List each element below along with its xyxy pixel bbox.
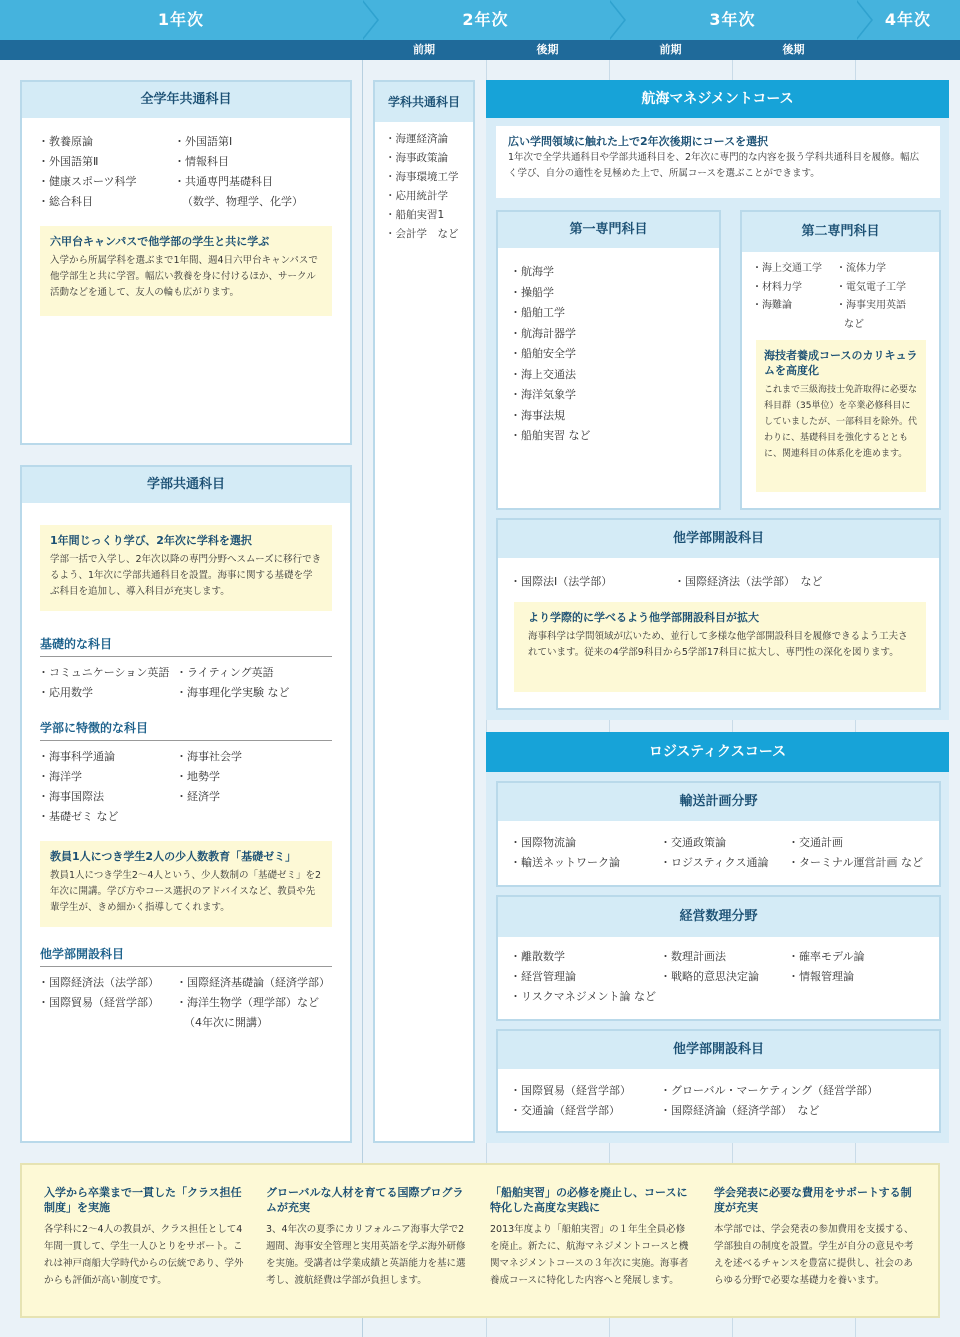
term-header [0,40,960,60]
list-item: ・ 海運経済論 [385,130,459,149]
year-4: 4年次 [884,10,932,29]
list-item: ・ 応用数学 [38,683,169,703]
box-title: 第二専門科目 [742,212,939,252]
list-item: ・ 操船学 [510,283,591,304]
note-body: 教員1人につき学生2〜4人という、少人数制の「基礎ゼミ」を2年次に開講。学び方やコース選択のアドバイスなど、教員や先輩学生が、きめ細かく指導してくれます。 [50,870,321,913]
list-item: ・ 船舶実習1 [385,206,459,225]
feature-column [714,1185,914,1289]
term-2-second: 後期 [536,43,559,56]
box-title: 経営数理分野 [498,897,939,937]
section-title: 他学部開設科目 [40,945,332,967]
list-item: ・ 離散数学 [510,947,656,967]
subject-list [174,132,303,212]
list-item: ・ 地勢学 [176,767,242,787]
list-item: ・ 海上交通法 [510,365,591,386]
list-item: ・ 海事社会学 [176,747,242,767]
list-item: ・ 国際貿易（経営学部） [510,1081,631,1101]
list-item: ・ 海洋生物学（理学部）など [176,993,330,1013]
feature-body: 3、4年次の夏季にカリフォルニア海事大学で2週間、海事安全管理と実用英語を学ぶ海外研修を実施。受講者は学業成績と英語能力を基に選考し、渡航経費は学部が負担します。 [266,1224,466,1286]
subject-list [752,260,822,316]
box-title: 学科共通科目 [375,82,473,122]
bottom-features [20,1163,940,1318]
list-item: ・ 国際貿易（経営学部） [38,993,159,1013]
subject-list [788,833,923,873]
subject-list [38,747,119,827]
intro-box [496,126,940,198]
subject-list [660,1081,878,1121]
list-item: ・ 国際法Ⅰ（法学部） [510,572,612,592]
list-item: ・ 国際経済法（法学部） [38,973,159,993]
feature-body: 各学科に2〜4人の教員が、クラス担任として4年間一貫して、学生一人ひとりをサポート。これは神戸商船大学時代からの伝統であり、学外からも評価が高い制度です。 [44,1224,244,1286]
note-box [40,226,332,316]
list-item: ・ リスクマネジメント論 など [510,987,656,1007]
note-title: 海技者養成コースのカリキュラムを高度化 [764,349,918,377]
note-box [40,841,332,927]
feature-body: 2013年度より「船舶実習」の１年生全員必修を廃止。新たに、航海マネジメントコースと機関マネジメントコースの３年次に実施。海事者養成コースに特化した内容へと発展します。 [490,1224,689,1286]
list-item: ・ 航海計器学 [510,324,591,345]
box-title: 他学部開設科目 [498,520,939,558]
note-title: 教員1人につき学生2人の少人数教育「基礎ゼミ」 [50,850,297,863]
note-body: 海事科学は学問領域が広いため、並行して多様な他学部開設科目を履修できるよう工夫されています。従来の4学部9科目から5学部17科目に拡大し、専門性の深化を図ります。 [528,631,908,658]
year-3: 3年次 [709,10,756,29]
logistics-other-faculty-box [496,1029,941,1133]
list-item: ・ ロジスティクス通論 [660,853,768,873]
list-item: ・ 船舶安全学 [510,344,591,365]
feature-title: 「船舶実習」の必修を廃止し、コースに特化した高度な実践に [490,1186,688,1214]
list-item: ・ 基礎ゼミ など [38,807,119,827]
note-body: 入学から所属学科を選ぶまで1年間、週4日六甲台キャンパスで他学部生と共に学習。幅広い教養を身に付けるほか、サークル活動などを通して、友人の輪も広がります。 [50,255,318,298]
section-title: 基礎的な科目 [40,635,332,657]
subject-list [660,947,759,987]
feature-column [44,1185,244,1289]
list-item: ・ 海難論 [752,297,822,316]
list-item: ・ 海事科学通論 [38,747,119,767]
list-item: ・ 共通専門基礎科目 [174,172,303,192]
subject-list [674,572,823,592]
subject-list [176,747,242,807]
list-item: ・ 海事環境工学 [385,168,459,187]
year-2: 2年次 [462,10,509,29]
list-item: ・ 経済学 [176,787,242,807]
list-item: ・ 外国語第Ⅰ [174,132,303,152]
list-item: ・ ターミナル運営計画 など [788,853,923,873]
list-item: ・ 電気電子工学 [836,279,906,298]
feature-column [490,1185,690,1289]
subject-list [510,572,612,592]
list-item: ・ 海事法規 [510,406,591,427]
feature-title: グローバルな人材を育てる国際プログラムが充実 [266,1186,464,1214]
note-box [756,340,926,492]
note-box [514,602,926,692]
year-1: 1年次 [157,10,205,29]
feature-body: 本学部では、学会発表の参加費用を支援する、学部独自の制度を設置。学生が自分の意見や考えを述べるチャンスを豊富に提供し、社会のあらゆる分野で必要な基礎力を養います。 [714,1224,914,1286]
list-item: ・ 海洋気象学 [510,385,591,406]
term-3-second: 後期 [782,43,805,56]
list-item: ・ 材料力学 [752,279,822,298]
list-item: など [844,318,864,330]
subject-list [38,663,169,703]
box-title: 輸送計画分野 [498,783,939,821]
list-item: ・ ライティング英語 [176,663,290,683]
note-title: より学際的に学べるよう他学部開設科目が拡大 [528,611,759,624]
list-item: ・ 海上交通工学 [752,260,822,279]
term-2-first: 前期 [413,43,435,56]
subject-list [660,833,768,873]
list-item: （数学、物理学、化学） [182,195,303,208]
list-item: ・ 国際物流論 [510,833,620,853]
list-item: ・ 国際経済法（法学部） など [674,572,823,592]
guide-line [362,60,363,1337]
transport-planning-box [496,781,941,887]
subject-list [176,663,290,703]
list-item: ・ 戦略的意思決定論 [660,967,759,987]
list-item: ・ 海事政策論 [385,149,459,168]
second-major-box [740,210,941,510]
subject-list [510,947,656,1007]
list-item: ・ 確率モデル論 [788,947,864,967]
list-item: ・ 海事理化学実験 など [176,683,290,703]
list-item: ・ 会計学 など [385,225,459,244]
subject-list [836,260,906,334]
list-item: ・ 船舶実習 など [510,426,591,447]
year-header [0,0,960,40]
box-title: 第一専門科目 [498,212,719,248]
list-item: ・ 数理計画法 [660,947,759,967]
subject-list [510,833,620,873]
list-item: ・ 国際経済論（経済学部） など [660,1101,878,1121]
list-item: ・ 交通政策論 [660,833,768,853]
all-years-common-box [20,80,352,445]
list-item: ・ 交通論（経営学部） [510,1101,631,1121]
list-item: ・ 海事国際法 [38,787,119,807]
list-item: ・ 国際経済基礎論（経済学部） [176,973,330,993]
list-item: ・ 航海学 [510,262,591,283]
list-item: ・ 輸送ネットワーク論 [510,853,620,873]
subject-list [510,262,591,447]
box-title: 全学年共通科目 [22,82,350,118]
list-item: ・ 海事実用英語 [836,297,906,316]
note-box [40,525,332,611]
note-body: これまで三級海技士免許取得に必要な科目群（35単位）を卒業必修科目にしていましたが、一部科目を除外。代わりに、基礎科目を強化するとともに、関連科目の体系化を進めます。 [764,385,918,459]
subject-list [510,1081,631,1121]
note-title: 六甲台キャンパスで他学部の学生と共に学ぶ [50,235,270,248]
list-item: ・ 外国語第Ⅱ [38,152,137,172]
first-major-box [496,210,721,510]
list-item: ・ コミュニケーション英語 [38,663,169,683]
list-item: ・ 情報科目 [174,152,303,172]
list-item: ・ 教養原論 [38,132,137,152]
course-title: ロジスティクスコース [486,732,949,772]
box-title: 他学部開設科目 [498,1031,939,1069]
list-item: ・ 船舶工学 [510,303,591,324]
course-title: 航海マネジメントコース [486,80,949,118]
subject-list [38,132,137,212]
faculty-common-box [20,465,352,1143]
department-common-box [373,80,475,1143]
box-title: 学部共通科目 [22,467,350,503]
list-item: ・ グローバル・マーケティング（経営学部） [660,1081,878,1101]
list-item: ・ 流体力学 [836,260,906,279]
subject-list [176,973,330,1033]
intro-title: 広い学問領域に触れた上で2年次後期にコースを選択 [508,135,769,148]
subject-list [788,947,864,987]
management-math-box [496,895,941,1021]
term-3-first: 前期 [659,43,682,56]
feature-title: 学会発表に必要な費用をサポートする制度が充実 [714,1186,912,1214]
list-item: ・ 総合科目 [38,192,137,212]
list-item: ・ 健康スポーツ科学 [38,172,137,192]
intro-body: 1年次で全学共通科目や学部共通科目を、2年次に専門的な内容を扱う学科共通科目を履修。幅広く学び、自分の適性を見極めた上で、所属コースを選ぶことができます。 [508,152,920,179]
feature-title: 入学から卒業まで一貫した「クラス担任制度」を実施 [44,1186,242,1214]
list-item: ・ 経営管理論 [510,967,656,987]
note-title: 1年間じっくり学び、2年次に学科を選択 [50,534,252,547]
subject-list [385,130,459,244]
subject-list [38,973,159,1013]
list-item: ・ 応用統計学 [385,187,459,206]
list-item: ・ 交通計画 [788,833,923,853]
section-title: 学部に特徴的な科目 [40,719,332,741]
other-faculty-box [496,518,941,710]
list-item: ・ 海洋学 [38,767,119,787]
list-item: （4年次に開講） [184,1016,268,1029]
note-body: 学部一括で入学し、2年次以降の専門分野へスムーズに移行できるよう、1年次に学部共通科目を設置。海事に関する基礎を学ぶ科目を追加し、導入科目が充実します。 [50,554,322,597]
list-item: ・ 情報管理論 [788,967,864,987]
feature-column [266,1185,466,1289]
